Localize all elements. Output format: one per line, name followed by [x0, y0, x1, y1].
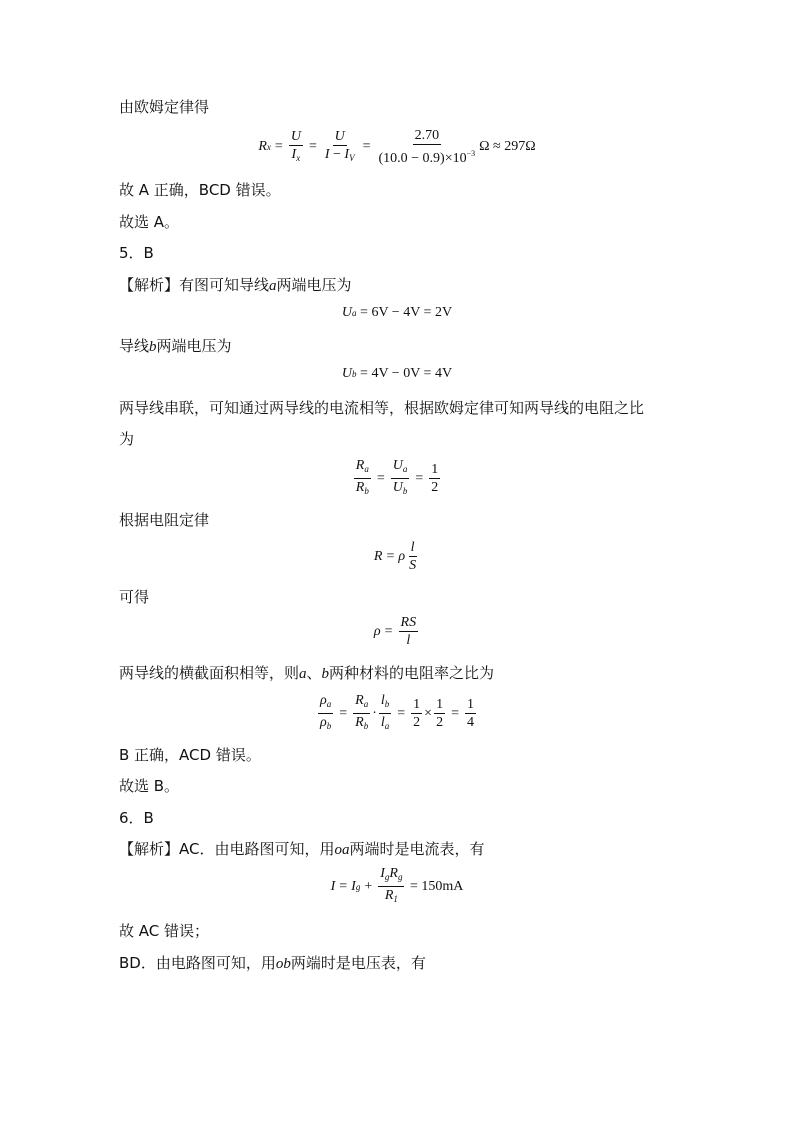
fraction — [378, 866, 404, 907]
equation-ub — [0, 366, 794, 382]
equation-resistivity: ρ = $\frac{RS}{l}$ — [373, 615, 417, 648]
exponent: −3 — [466, 149, 476, 158]
text-span: 可得 — [119, 588, 150, 606]
fraction — [391, 458, 410, 499]
eq-subscript: a — [402, 464, 408, 474]
denominator: U — [392, 480, 403, 495]
eq-symbol: R — [373, 548, 383, 564]
eq-subscript: x — [296, 152, 301, 163]
text-line — [119, 663, 494, 684]
text-span: 5．B — [119, 244, 154, 262]
numerator: R — [389, 866, 398, 881]
eq-subscript: b — [402, 486, 408, 496]
eq-subscript: x — [266, 142, 271, 152]
denominator: (10.0 − 0.9)×10 — [378, 151, 467, 166]
fraction — [434, 697, 445, 730]
denominator: 2 — [413, 715, 421, 730]
eq-subscript: 1 — [393, 894, 398, 904]
numerator: 2.70 — [414, 128, 440, 143]
text-line — [119, 212, 179, 232]
text-span: 【解析】AC．由电路图可知，用 — [119, 840, 335, 858]
text-span: 两端电压为 — [156, 337, 232, 355]
numerator: 1 — [466, 697, 474, 712]
eq-subscript: b — [364, 486, 369, 496]
text-span: 由欧姆定律得 — [119, 98, 210, 116]
text-line — [119, 839, 485, 860]
equation-resistivity-ratio: $\frac{\rho_a}{\rho_b}$ = $\frac{R_a}{R_b}$ · $\frac{l_b}{l_a}$ = $\frac{1}{2}$ × $\frac{1}{2}$ = $\frac{1}{4}$ — [0, 693, 794, 734]
fraction — [465, 697, 476, 730]
text-span: 根据电阻定律 — [119, 511, 210, 529]
equation-resistance-law: R = ρ $\frac{l}{S}$ — [373, 540, 417, 573]
text-span: 两端时是电压表，有 — [290, 954, 426, 972]
numerator: ρ — [320, 693, 327, 708]
text-span: 故 A 正确，BCD 错误。 — [119, 181, 281, 199]
denominator: I — [291, 146, 297, 162]
inline-variable: ob — [275, 956, 291, 972]
answer-heading — [119, 243, 154, 263]
text-line — [119, 429, 134, 449]
eq-subscript: b — [384, 699, 390, 709]
eq-symbol: I — [351, 878, 356, 894]
eq-subscript: b — [352, 369, 357, 379]
eq-symbol: I — [330, 878, 336, 894]
text-span: 、 — [306, 664, 322, 682]
inline-variable: a — [269, 278, 277, 294]
text-span: 两端电压为 — [276, 276, 352, 294]
inline-variable: b — [149, 339, 157, 355]
numerator: U — [334, 128, 345, 144]
numerator: R — [355, 458, 365, 473]
equation-ua — [0, 305, 794, 321]
eq-result: = 4V − 0V = 4V — [360, 366, 453, 381]
fraction: $\frac{U}{I - I_V}$ — [324, 128, 355, 163]
text-line — [119, 510, 209, 530]
fraction — [289, 129, 303, 166]
eq-subscript: g — [384, 872, 390, 882]
eq-subscript: a — [364, 464, 369, 474]
equation-current: I = I g + $\frac{I_gR_g}{R_1}$ = 150mA — [0, 866, 794, 907]
fraction — [377, 128, 478, 166]
eq-subscript: a — [363, 699, 369, 709]
eq-symbol: ρ — [398, 548, 406, 564]
eq-symbol: U — [341, 305, 353, 320]
fraction — [379, 693, 391, 734]
text-line — [119, 921, 209, 941]
equation-resistance-ratio: $\frac{R_a}{R_b}$ = $\frac{U_a}{U_b}$ = $\frac{1}{2}$ — [0, 458, 794, 499]
fraction — [429, 462, 440, 495]
denominator: l — [380, 715, 385, 730]
text-line — [119, 398, 644, 418]
text-line — [119, 336, 232, 357]
eq-subscript: V — [349, 152, 355, 163]
denominator: I — [344, 146, 350, 162]
text-span: 为 — [119, 430, 135, 448]
eq-subscript: g — [355, 881, 361, 892]
eq-result: = 6V − 4V = 2V — [360, 305, 453, 320]
denominator: 4 — [466, 715, 474, 730]
text-span: 6．B — [119, 809, 154, 827]
answer-heading — [119, 808, 154, 828]
text-span: BD．由电路图可知，用 — [119, 954, 276, 972]
text-span: 导线 — [119, 337, 150, 355]
text-line — [119, 180, 281, 200]
numerator: 1 — [436, 697, 444, 712]
eq-subscript: a — [352, 308, 357, 318]
text-line — [119, 776, 179, 796]
denominator: l — [406, 633, 411, 648]
denominator: S — [409, 558, 417, 573]
denominator: R — [355, 715, 364, 730]
denominator: I — [324, 146, 330, 162]
numerator: U — [392, 458, 403, 473]
text-span: 两端时是电流表，有 — [349, 840, 485, 858]
text-span: 两导线的横截面积相等，则 — [119, 664, 300, 682]
eq-symbol: ρ — [373, 623, 381, 639]
text-line — [119, 587, 149, 607]
eq-symbol: R — [258, 139, 267, 154]
text-span: 两导线串联，可知通过两导线的电流相等，根据欧姆定律可知两导线的电阻之比 — [119, 399, 645, 417]
numerator: U — [290, 128, 301, 144]
fraction — [399, 615, 419, 648]
text-span: 故 AC 错误； — [119, 922, 210, 940]
eq-subscript: a — [326, 699, 332, 709]
text-span: 故选 A。 — [119, 213, 180, 231]
eq-subscript: a — [384, 721, 390, 731]
text-line — [119, 275, 352, 296]
text-line — [119, 97, 209, 117]
eq-result: Ω ≈ 297Ω — [479, 139, 536, 154]
inline-variable: oa — [334, 842, 350, 858]
fraction — [318, 693, 333, 734]
denominator: ρ — [320, 715, 327, 730]
text-span: 故选 B。 — [119, 777, 180, 795]
denominator: 2 — [431, 480, 439, 495]
inline-variable: a — [299, 666, 307, 682]
denominator: R — [355, 480, 365, 495]
eq-subscript: b — [326, 721, 332, 731]
text-line — [119, 745, 261, 765]
fraction — [407, 540, 418, 573]
denominator: 2 — [436, 715, 444, 730]
eq-result: = 150mA — [409, 878, 464, 894]
fraction — [411, 697, 422, 730]
numerator: RS — [400, 615, 417, 630]
text-span: 【解析】有图可知导线 — [119, 276, 270, 294]
numerator: 1 — [413, 697, 421, 712]
inline-variable: b — [321, 666, 330, 682]
fraction — [354, 458, 371, 499]
equation-rx: R x = $\frac{U}{I_x}$ = $\frac{U}{I - I_V}$ = $\frac{2.70}{(10.0 - 0.9)\times 10^{-3}}$ Ω ≈ 297Ω — [258, 128, 536, 166]
text-line — [119, 953, 426, 974]
eq-symbol: U — [341, 366, 353, 381]
fraction — [353, 693, 370, 734]
numerator: R — [355, 693, 364, 708]
eq-subscript: b — [363, 721, 369, 731]
eq-subscript: g — [397, 872, 403, 882]
denominator: R — [384, 888, 394, 903]
numerator: l — [380, 693, 385, 708]
text-span: 两种材料的电阻率之比为 — [329, 664, 495, 682]
text-span: B 正确，ACD 错误。 — [119, 746, 261, 764]
numerator: I — [380, 866, 385, 881]
numerator: l — [410, 540, 415, 555]
numerator: 1 — [431, 462, 439, 477]
